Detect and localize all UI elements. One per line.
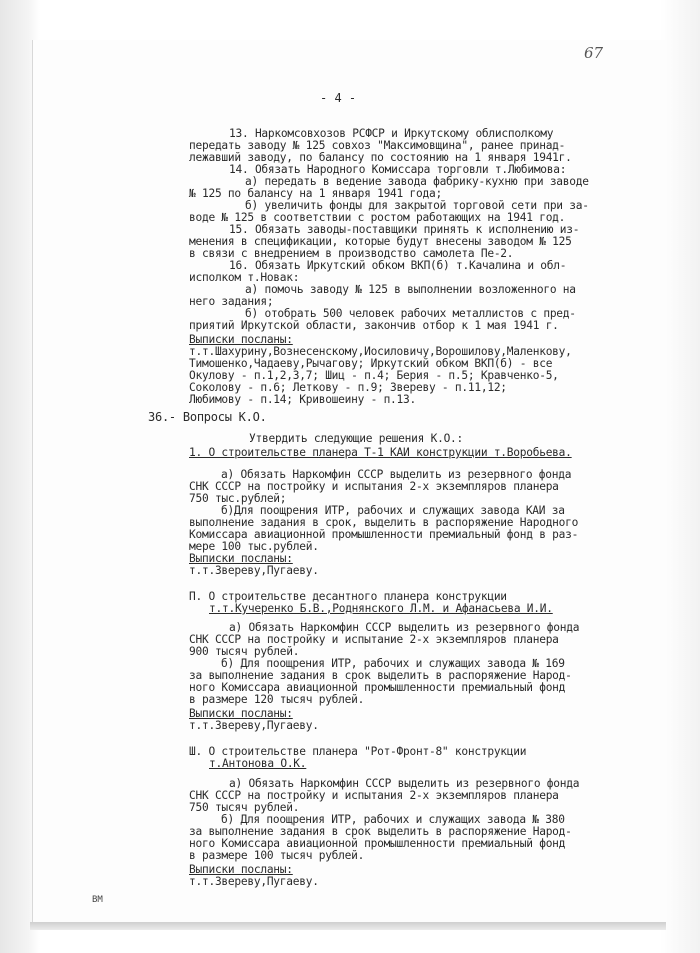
text-line: а) помочь заводу № 125 в выполнении возложенного на [245, 283, 576, 296]
text-line: мере 100 тыс.рублей. [189, 540, 319, 553]
text-line: 16. Обязать Иркутский обком ВКП(б) т.Качалина и обл- [229, 259, 567, 272]
text-line: выполнение задания в срок, выделить в распоряжение Народного [189, 516, 579, 529]
text-line: б) отобрать 500 человек рабочих металлистов с пред- [245, 307, 576, 320]
text-line: а) передать в ведение завода фабрику-кухню при заводе [245, 175, 589, 188]
text-line: Утвердить следующие решения К.О.: [249, 432, 464, 445]
text-line: за выполнение задания в срок выделить в распоряжение Народ- [189, 825, 572, 838]
text-line: СНК СССР на постройку и испытания 2-х экземпляров планера [189, 480, 559, 493]
distribution-heading: Выписки посланы: [189, 333, 293, 346]
text-line: в размере 120 тысяч рублей. [189, 693, 365, 706]
text-line: менения в спецификации, которые будут внесены заводом № 125 [189, 235, 572, 248]
text-line: Любимову - п.14; Кривошеину - п.13. [189, 393, 416, 406]
text-line: СНК СССР на постройку и испытания 2-х экземпляров планера [189, 789, 559, 802]
subsection-heading-cont: т.Антонова О.К. [209, 757, 307, 770]
page-number: - 4 - [320, 91, 357, 105]
text-line: Соколову - п.6; Леткову - п.9; Звереву - п.11,12; [189, 381, 507, 394]
text-line: а) Обязать Наркомфин СССР выделить из резервного фонда [229, 777, 580, 790]
distribution-heading: Выписки посланы: [189, 863, 293, 876]
text-line: а) Обязать Наркомфин СССР выделить из резервного фонда [229, 621, 580, 634]
subsection-heading: Ш. О строительстве планера "Рот-Фронт-8" конструкции [189, 745, 527, 758]
text-line: б)Для поощрения ИТР, рабочих и служащих завода КАИ за [221, 504, 565, 517]
folio-number: 67 [584, 44, 604, 62]
text-line: ного Комиссара авиационной промышленности премиальный фонд [189, 837, 566, 850]
text-line: в связи с внедрением в производство самолета Пе-2. [189, 247, 514, 260]
text-line: т.т.Звереву,Пугаеву. [189, 719, 319, 732]
distribution-heading: Выписки посланы: [189, 707, 293, 720]
subsection-heading: 1. О строительстве планера Т-1 КАИ конструкции т.Воробьева. [189, 446, 572, 459]
text-line: приятий Иркутской области, закончив отбор к 1 мая 1941 г. [189, 319, 559, 332]
text-line: Тимошенко,Чадаеву,Рычагову; Иркутский обком ВКП(б) - все [189, 357, 553, 370]
text-line: б) Для поощрения ИТР, рабочих и служащих завода № 169 [221, 657, 565, 670]
text-line: т.т.Звереву,Пугаеву. [189, 875, 319, 888]
text-line: него задания; [189, 295, 274, 308]
text-line: т.т.Шахурину,Вознесенскому,Иосиловичу,Ворошилову,Маленкову, [189, 345, 572, 358]
text-line: СНК СССР на постройку и испытание 2-х экземпляров планера [189, 633, 559, 646]
text-line: б) Для поощрения ИТР, рабочих и служащих завода № 380 [221, 813, 565, 826]
text-line: исполком т.Новак: [189, 271, 300, 284]
text-line: ного Комиссара авиационной промышленности премиальный фонд [189, 681, 566, 694]
text-line: 15. Обязать заводы-поставщики принять к исполнению из- [229, 223, 580, 236]
typist-initials: ВМ [92, 895, 103, 905]
text-line: воде № 125 в соответствии с ростом работающих на 1941 год. [189, 211, 566, 224]
sheet-bottom-edge [30, 922, 666, 930]
text-line: лежавший заводу, по балансу по состоянию на 1 января 1941г. [189, 151, 572, 164]
distribution-heading: Выписки посланы: [189, 552, 293, 565]
text-line: т.т.Звереву,Пугаеву. [189, 564, 319, 577]
text-line: 900 тысяч рублей. [189, 645, 300, 658]
text-line: б) увеличить фонды для закрытой торговой сети при за- [245, 199, 589, 212]
text-line: 13. Наркомсовхозов РСФСР и Иркутскому облисполкому [229, 127, 554, 140]
text-line: а) Обязать Наркомфин СССР выделить из резервного фонда [221, 468, 572, 481]
text-line: в размере 100 тысяч рублей. [189, 849, 365, 862]
text-line: 14. Обязать Народного Комиссара торговли т.Любимова: [229, 163, 567, 176]
text-line: передать заводу № 125 совхоз "Максимовщина", ранее принад- [189, 139, 566, 152]
text-line: Окулову - п.1,2,3,7; Шиц - п.4; Берия - п.5; Кравченко-5, [189, 369, 559, 382]
subsection-heading-cont: т.т.Кучеренко Б.В.,Роднянского Л.М. и Афанасьева И.И. [209, 602, 553, 615]
text-line: № 125 по балансу на 1 января 1941 года; [189, 187, 442, 200]
text-line: 750 тысяч рублей. [189, 801, 300, 814]
subsection-heading: П. О строительстве десантного планера конструкции [189, 590, 507, 603]
text-line: Комиссара авиационной промышленности премиальный фонд в раз- [189, 528, 579, 541]
text-line: за выполнение задания в срок выделить в распоряжение Народ- [189, 669, 572, 682]
section-heading: 36.- Вопросы К.О. [148, 410, 267, 424]
text-line: 750 тыс.рублей; [189, 492, 287, 505]
